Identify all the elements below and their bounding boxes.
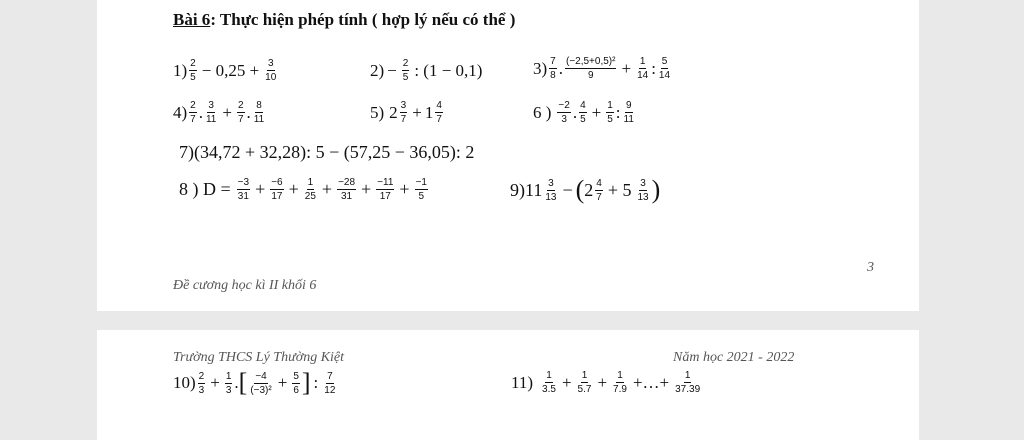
expression-3: [533, 56, 673, 81]
operator: +: [321, 179, 333, 199]
operator: +: [210, 373, 220, 392]
right-paren: ): [651, 175, 661, 204]
numerator: 3: [267, 58, 274, 69]
denominator: 3: [198, 384, 205, 396]
label: 1): [173, 60, 188, 80]
denominator: 6: [293, 384, 299, 396]
numerator: 1: [617, 370, 623, 381]
numerator: 5: [293, 370, 299, 382]
denominator: 25: [304, 191, 316, 202]
denominator: 9: [587, 70, 594, 81]
numerator: −11: [377, 177, 394, 188]
denominator: 7: [596, 191, 602, 203]
fraction: [658, 56, 671, 81]
numerator: 9: [625, 100, 632, 111]
title-text: : Thực hiện phép tính ( hợp lý nếu có thể ): [210, 10, 516, 29]
fraction: [606, 100, 614, 125]
denominator: 17: [379, 191, 391, 202]
numerator: 2: [190, 58, 196, 69]
fraction: [549, 56, 557, 81]
denominator: 7: [190, 114, 196, 125]
expression-8: [179, 177, 430, 202]
numerator: 1: [684, 370, 691, 381]
denominator: 12: [324, 384, 336, 396]
title-prefix: Bài 6: [173, 10, 211, 29]
numerator: 1: [546, 370, 552, 381]
fraction: [400, 100, 408, 125]
fraction: [579, 100, 587, 125]
numerator: 4: [436, 100, 442, 111]
label: 4): [173, 102, 188, 122]
expression-7-text: 7)(34,72 + 32,28): 5 − (57,25 − 36,05): 2: [179, 142, 475, 162]
whole: 2: [584, 179, 594, 200]
numerator: 3: [208, 100, 214, 111]
numerator: 3: [548, 177, 554, 189]
denominator: 7: [400, 114, 407, 125]
denominator: 7: [237, 114, 244, 125]
denominator: 7: [436, 114, 442, 125]
denominator: 31: [237, 191, 249, 202]
fraction: [612, 370, 628, 395]
fraction: [415, 177, 428, 202]
operator: + 5: [607, 179, 632, 200]
denominator: 17: [271, 191, 283, 202]
operator: +: [277, 373, 288, 392]
whole: 1: [424, 102, 434, 122]
label: 2): [370, 60, 385, 80]
denominator: 5.7: [577, 384, 592, 395]
fraction: [595, 178, 603, 203]
operator: .: [198, 102, 203, 122]
expression-10: [173, 370, 338, 396]
label: 10): [173, 373, 196, 392]
denominator: 31: [340, 191, 353, 202]
label: 11): [511, 372, 534, 392]
left-paren: (: [575, 175, 585, 204]
denominator: 13: [637, 191, 649, 203]
school-year: Năm học 2021 - 2022: [673, 350, 795, 365]
numerator: 1: [581, 370, 588, 381]
denominator: 14: [637, 70, 649, 81]
fraction: [376, 177, 394, 202]
denominator: 11: [205, 114, 217, 125]
denominator: 10: [265, 72, 277, 83]
page-footer: Đề cương học kì II khối 6: [173, 278, 317, 293]
fraction: [402, 58, 410, 83]
label: 9)11: [510, 179, 543, 200]
whole: 2: [389, 102, 398, 122]
operator: +: [255, 179, 266, 199]
operator: :: [651, 58, 656, 78]
exercise-title: [173, 10, 515, 30]
numerator: 2: [237, 100, 244, 111]
denominator: 13: [545, 191, 557, 203]
operator: +: [591, 102, 602, 122]
label: 8 ) D =: [179, 179, 231, 199]
fraction: [637, 178, 650, 203]
fraction: [270, 177, 283, 202]
operator: +: [222, 102, 232, 122]
operator: : (1 − 0,1): [414, 60, 483, 80]
denominator: 3: [225, 384, 232, 396]
page-number: 3: [867, 260, 874, 275]
denominator: 37.39: [675, 384, 701, 395]
label: 5): [370, 102, 385, 122]
numerator: −6: [271, 177, 283, 188]
numerator: 4: [580, 100, 586, 111]
denominator: 14: [658, 70, 671, 81]
operator: +: [621, 58, 632, 78]
operator: +: [288, 179, 299, 199]
denominator: (−3)²: [250, 384, 272, 396]
fraction: [189, 58, 197, 83]
fraction: [237, 177, 250, 202]
numerator: 1: [307, 177, 314, 188]
operator: :: [615, 102, 621, 122]
operator: −: [387, 60, 397, 80]
denominator: 11: [623, 114, 634, 125]
document-page-1: [97, 0, 919, 311]
numerator: 3: [640, 177, 646, 189]
numerator: 4: [596, 177, 602, 189]
numerator: 1: [225, 370, 232, 382]
numerator: 5: [661, 56, 668, 67]
denominator: 5: [580, 114, 586, 125]
numerator: 2: [402, 58, 409, 69]
numerator: (−2,5+0,5)²: [565, 56, 616, 67]
fraction: [237, 100, 245, 125]
fraction: [636, 56, 649, 81]
fraction: [557, 100, 570, 125]
label: 6 ): [533, 102, 552, 122]
operator: +: [399, 179, 410, 199]
numerator: −4: [255, 370, 267, 382]
fraction: [435, 100, 443, 125]
school-name: Trường THCS Lý Thường Kiệt: [173, 350, 345, 365]
expression-5: [370, 100, 445, 125]
fraction: [544, 178, 557, 203]
fraction: [292, 371, 300, 396]
fraction: [249, 371, 272, 396]
denominator: 5: [607, 114, 613, 125]
left-bracket: [: [238, 368, 248, 397]
fraction: [205, 100, 217, 125]
denominator: 3: [561, 114, 567, 125]
fraction: [577, 370, 593, 395]
operator: +: [561, 372, 572, 392]
fraction: [623, 100, 635, 125]
operator: − 0,25 +: [201, 60, 260, 80]
numerator: 7: [550, 56, 556, 67]
operator: .: [234, 373, 239, 392]
label: 3): [533, 58, 548, 78]
fraction: [253, 100, 265, 125]
denominator: 5: [402, 72, 409, 83]
operator: +: [361, 179, 372, 199]
fraction: [189, 100, 197, 125]
operator: :: [313, 373, 319, 392]
expression-1: [173, 58, 279, 83]
expression-4: [173, 100, 267, 125]
denominator: 5: [190, 72, 196, 83]
denominator: 8: [550, 70, 556, 81]
operator: .: [572, 102, 578, 122]
denominator: 3.5: [542, 384, 556, 395]
fraction: [565, 56, 616, 81]
denominator: 11: [253, 114, 265, 125]
denominator: 7.9: [613, 384, 627, 395]
fraction: [541, 370, 557, 395]
expression-6: [533, 100, 637, 125]
numerator: 1: [639, 56, 646, 67]
expression-7: [179, 142, 474, 163]
numerator: 2: [190, 100, 196, 111]
fraction: [323, 371, 336, 396]
operator: .: [246, 102, 251, 122]
numerator: 8: [256, 100, 262, 111]
document-page-2: [97, 330, 919, 440]
numerator: −3: [237, 177, 250, 188]
operator: +: [412, 102, 422, 122]
fraction: [304, 177, 317, 202]
denominator: 5: [418, 191, 425, 202]
fraction: [264, 58, 277, 83]
fraction: [225, 371, 233, 396]
numerator: −1: [415, 177, 427, 188]
numerator: 1: [607, 100, 613, 111]
operator: .: [558, 58, 563, 78]
numerator: 3: [400, 100, 407, 111]
expression-9: [510, 177, 660, 203]
right-bracket: ]: [301, 368, 311, 397]
operator: +: [597, 372, 608, 392]
numerator: 7: [327, 370, 333, 382]
fraction: [198, 371, 206, 396]
expression-11: [511, 370, 703, 395]
numerator: −28: [338, 177, 356, 188]
operator: −: [562, 179, 573, 200]
numerator: 2: [198, 370, 205, 382]
fraction: [337, 177, 356, 202]
expression-2: [370, 58, 485, 83]
numerator: −2: [558, 100, 570, 111]
operator: +…+: [632, 372, 670, 392]
fraction: [674, 370, 701, 395]
